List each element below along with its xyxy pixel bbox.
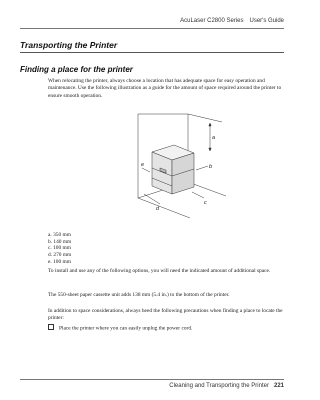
clearance-item: e. 100 mm [48,258,71,265]
dimension-c-arrow [192,192,204,198]
section-divider [20,52,284,53]
figure-label-b: b [209,164,213,170]
figure-label-a: a [212,135,216,141]
page-number: 221 [273,383,284,389]
checkbox-bullet-icon [48,324,54,330]
subsection-title: Finding a place for the printer [20,65,133,74]
figure-label-c: c [204,200,207,206]
header-divider [20,28,284,29]
figure-label-d: d [156,206,160,212]
dimension-b-arrow [196,166,208,170]
clearance-list [48,232,71,266]
running-header [180,18,284,24]
bullet-text: Place the printer where you can easily unplug the power cord. [59,325,193,332]
section-title: Transporting the Printer [20,40,118,50]
intro-paragraph: When relocating the printer, always choose a location that has adequate space for easy operation and maintenance. Use the following illustration as a guide for the amount of space required around the printer to ensure smooth operation. [48,78,282,99]
bullet-item [48,324,192,333]
figure-label-e: e [141,162,145,168]
precautions-paragraph: In addition to space considerations, always heed the following precautions when finding a place to locate the printer: [48,308,283,322]
options-paragraph: To install and use any of the following options, you will need the indicated amount of additional space. [48,268,271,274]
footer-chapter: Cleaning and Transporting the Printer [169,383,269,389]
printer-body [152,145,194,194]
dimension-e-arrow [142,168,150,172]
clearance-item: a. 350 mm [48,232,71,238]
running-footer [169,383,284,389]
cassette-paragraph: The 550-sheet paper cassette unit adds 138 mm (5.4 in.) to the bottom of the printer. [48,292,230,298]
back-wall-top [138,114,222,122]
clearance-item: d. 270 mm [48,252,72,259]
printer-clearance-illustration [130,112,230,220]
clearance-item: b. 140 mm [48,238,72,245]
clearance-item: c. 100 mm [48,245,71,252]
header-guide: User's Guide [249,18,284,24]
footer-divider [20,379,284,380]
header-product: AcuLaser C2800 Series [180,18,244,24]
dimension-d-arrow [144,194,160,204]
